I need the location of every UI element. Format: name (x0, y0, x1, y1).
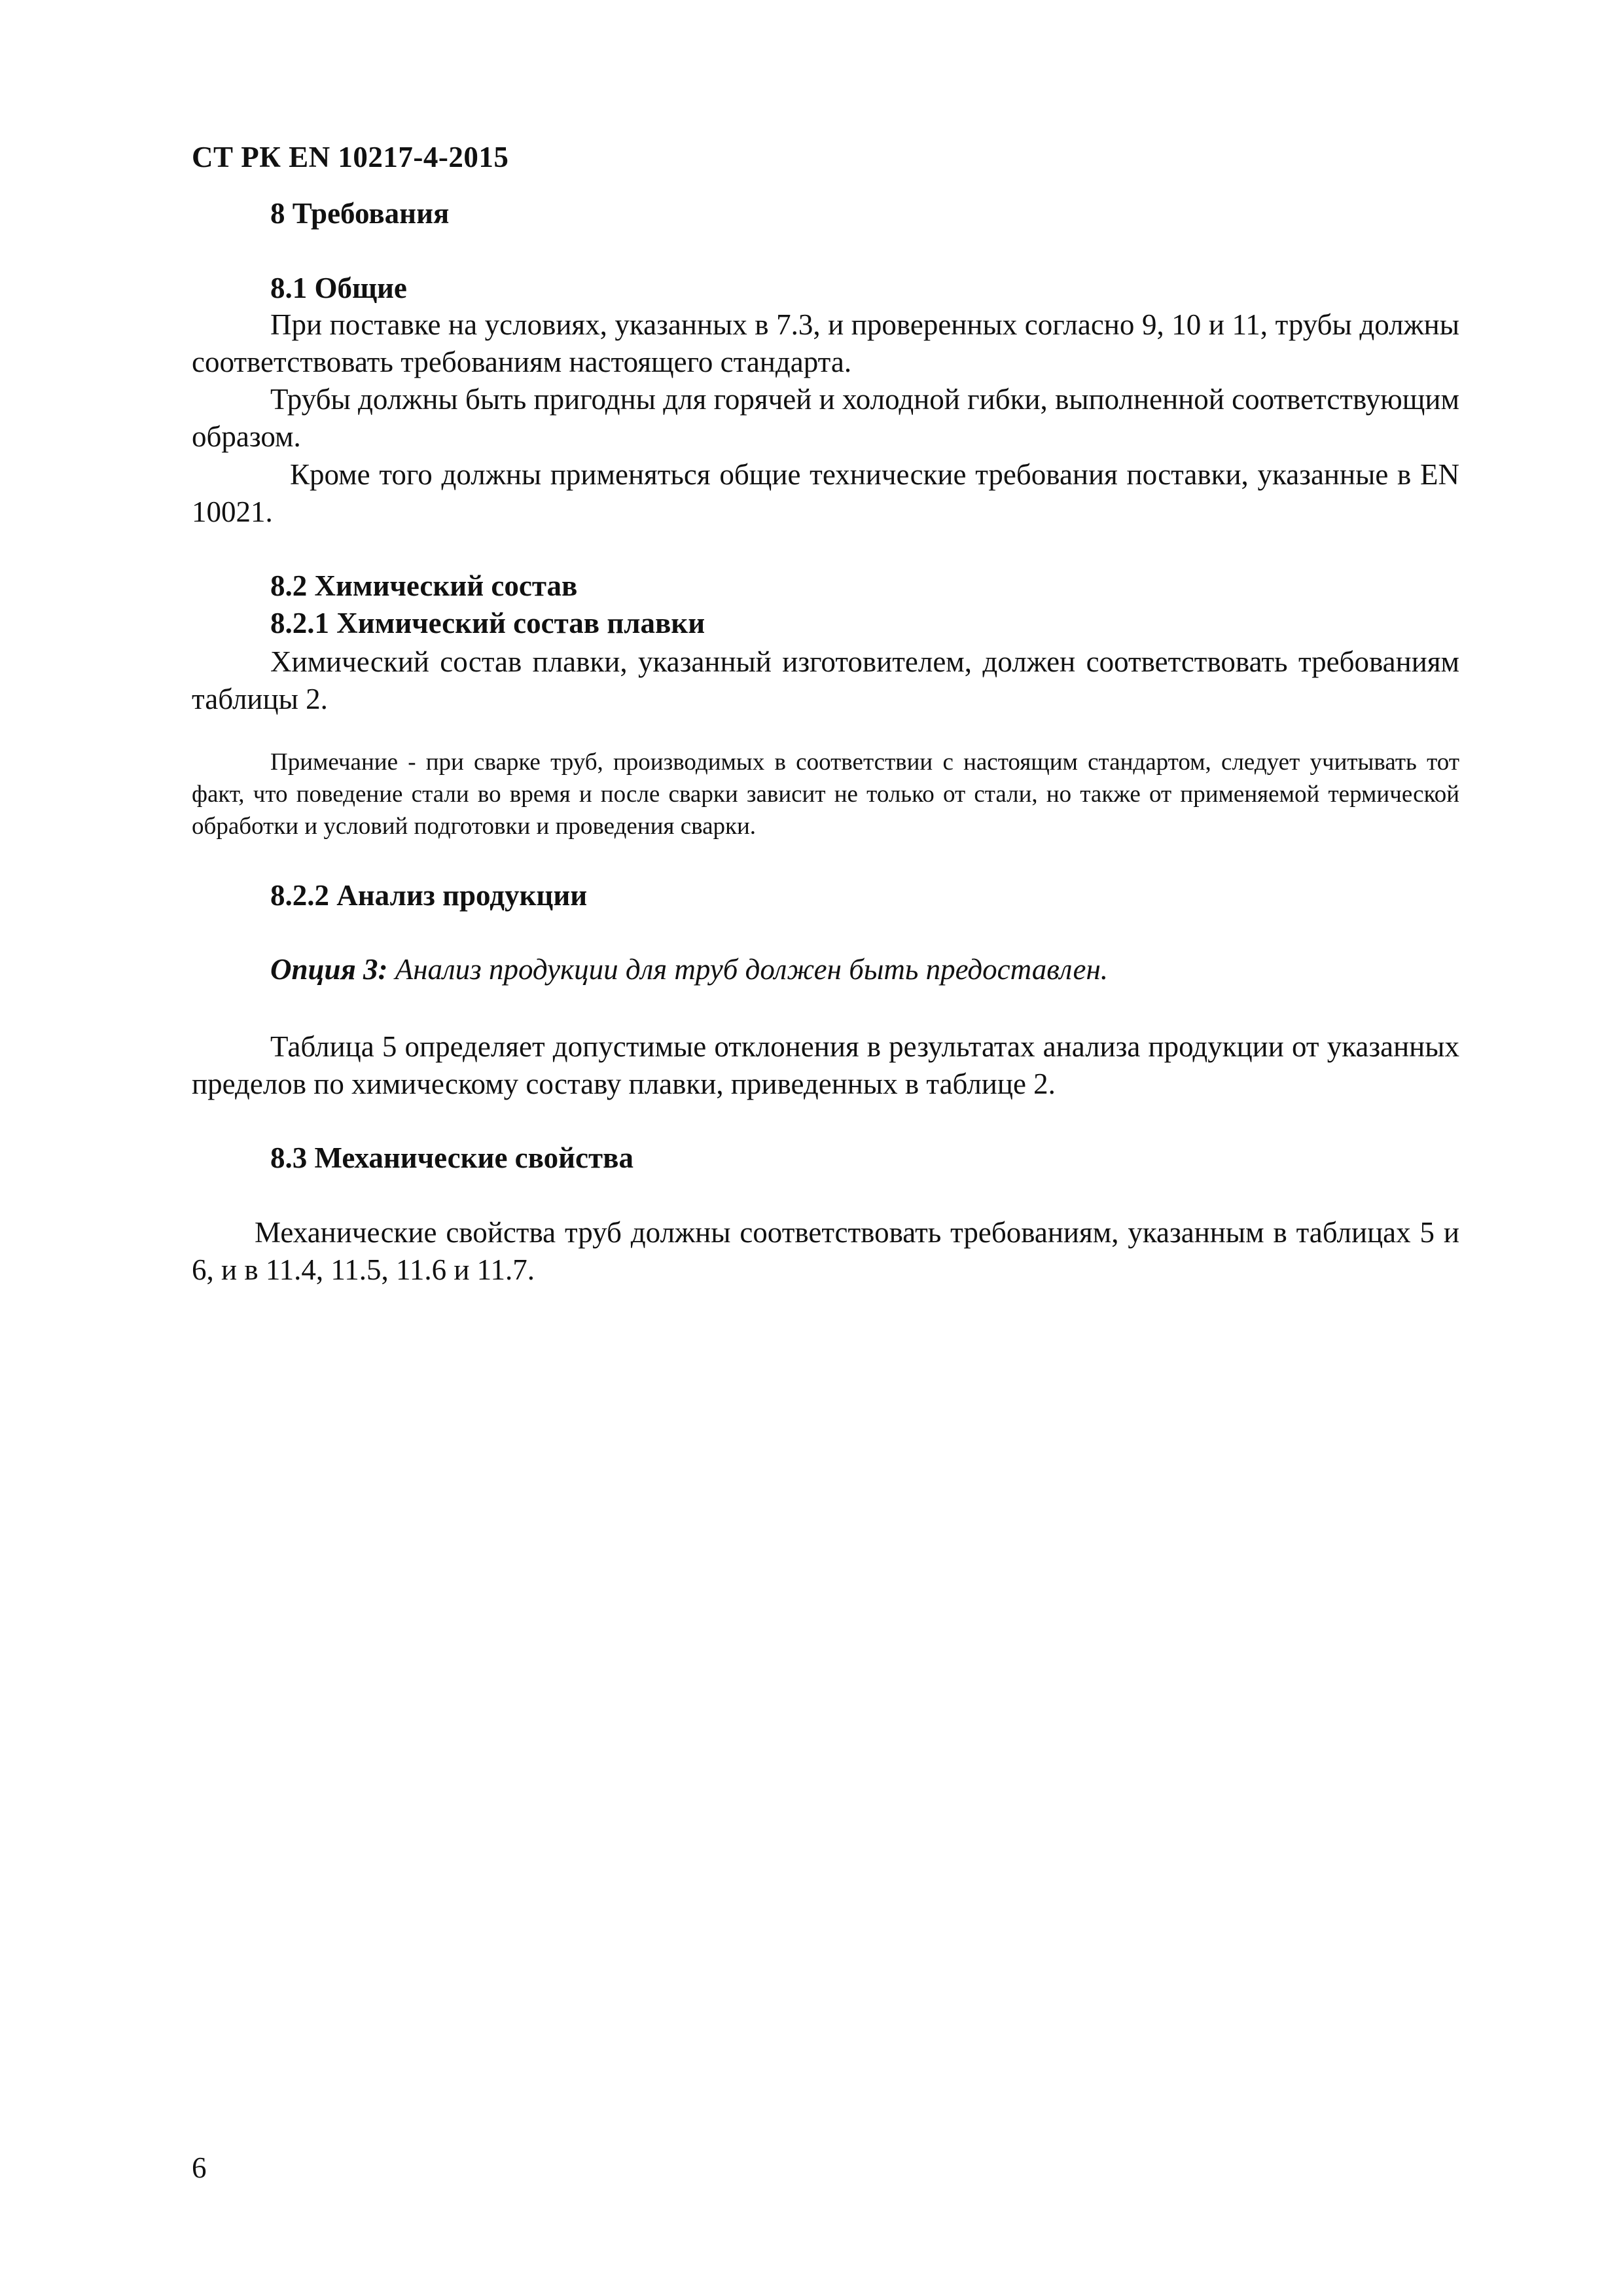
option-3-text: Анализ продукции для труб должен быть предоставлен. (387, 953, 1109, 986)
section-8-2-1-note: Примечание - при сварке труб, производимых в соответствии с настоящим стандартом, следует учитывать тот факт, что поведение стали во время и после сварки зависит не только от стали, но также от применяемой термической обработки и условий подготовки и проведения сварки. (192, 749, 1459, 840)
option-3-label: Опция 3: (270, 953, 388, 986)
section-8-2-2-title: 8.2.2 Анализ продукции (270, 879, 588, 912)
section-8-1-paragraph-2: Трубы должны быть пригодны для горячей и холодной гибки, выполненной соответствующим образом. (192, 383, 1459, 453)
section-8-2-1-paragraph: Химический состав плавки, указанный изготовителем, должен соответствовать требованиям таблицы 2. (192, 645, 1459, 715)
standard-code-header: СТ РК EN 10217-4-2015 (192, 141, 509, 173)
section-8-3-paragraph: Механические свойства труб должны соответствовать требованиям, указанным в таблицах 5 и 6, и в 11.4, 11.5, 11.6 и 11.7. (192, 1216, 1459, 1286)
page-number: 6 (192, 2151, 207, 2184)
section-8-2-2-paragraph: Таблица 5 определяет допустимые отклонения в результатах анализа продукции от указанных пределов по химическому составу плавки, приведенных в таблице 2. (192, 1030, 1459, 1100)
section-8-1-paragraph-3: Кроме того должны применяться общие технические требования поставки, указанные в EN 10021. (192, 458, 1459, 528)
section-8-1-paragraph-1: При поставке на условиях, указанных в 7.3, и проверенных согласно 9, 10 и 11, трубы должны соответствовать требованиям настоящего стандарта. (192, 308, 1459, 378)
section-8-title: 8 Требования (270, 197, 450, 230)
section-8-2-1-title: 8.2.1 Химический состав плавки (270, 607, 705, 639)
section-8-1-title: 8.1 Общие (270, 272, 407, 304)
section-8-2-title: 8.2 Химический состав (270, 569, 578, 602)
option-3-statement (270, 952, 1108, 986)
section-8-3-title: 8.3 Механические свойства (270, 1141, 633, 1174)
